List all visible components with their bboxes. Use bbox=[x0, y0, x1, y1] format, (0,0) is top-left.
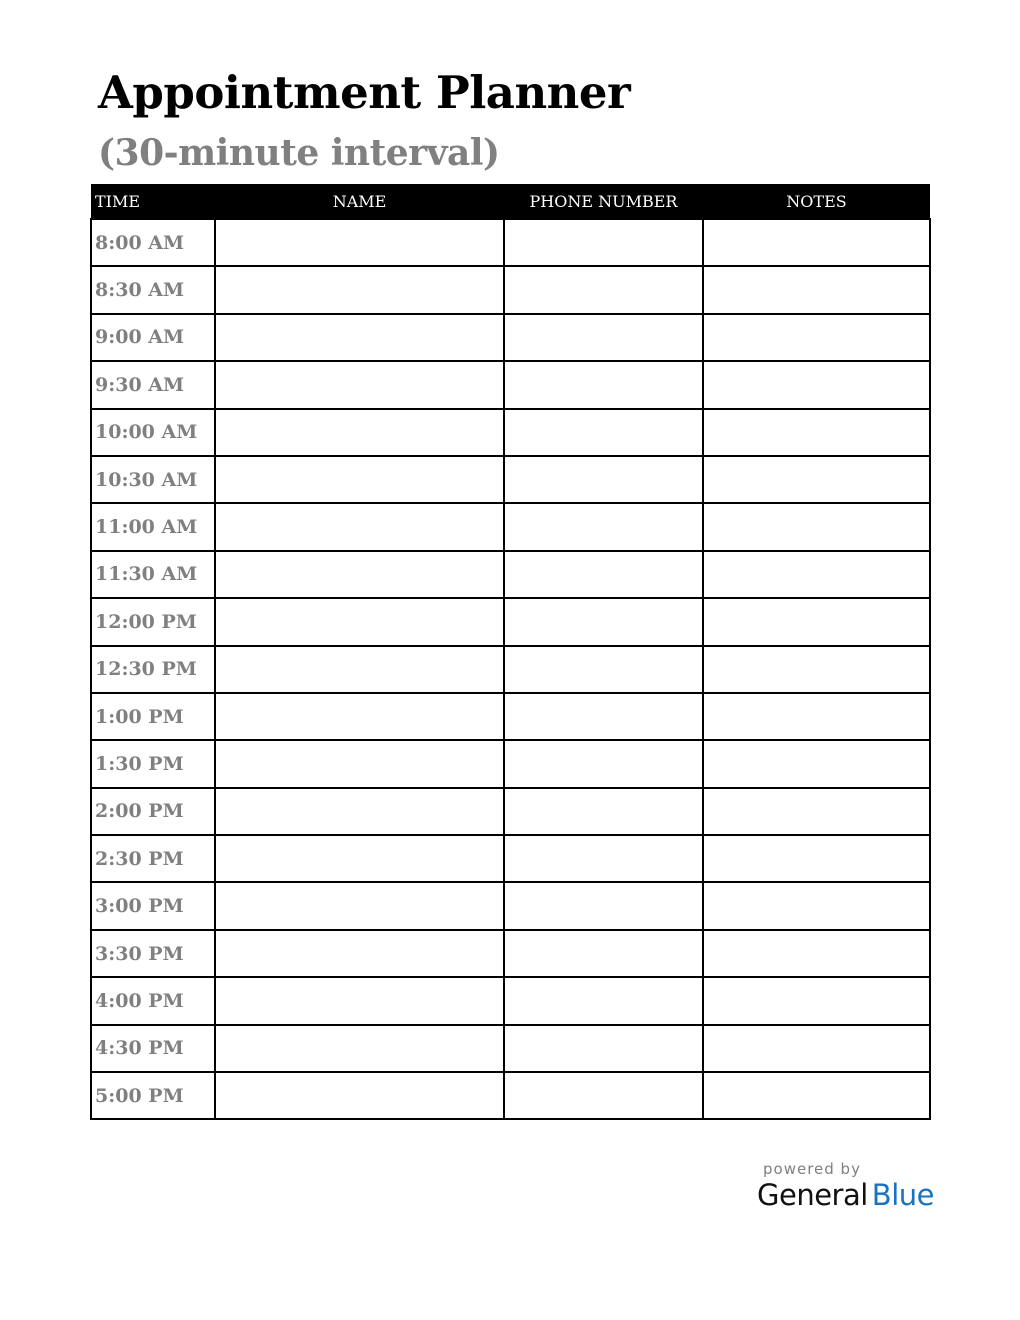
time-cell: 9:00 AM bbox=[91, 314, 215, 361]
name-cell[interactable] bbox=[215, 646, 504, 693]
phone-number-cell[interactable] bbox=[504, 598, 703, 645]
page-subtitle: (30-minute interval) bbox=[98, 132, 500, 174]
table-row bbox=[91, 1025, 930, 1072]
table-row bbox=[91, 882, 930, 929]
time-cell: 10:00 AM bbox=[91, 409, 215, 456]
time-cell: 4:30 PM bbox=[91, 1025, 215, 1072]
header-name: NAME bbox=[215, 184, 504, 219]
name-cell[interactable] bbox=[215, 409, 504, 456]
time-cell: 1:30 PM bbox=[91, 740, 215, 787]
notes-cell[interactable] bbox=[703, 835, 930, 882]
time-cell: 10:30 AM bbox=[91, 456, 215, 503]
name-cell[interactable] bbox=[215, 551, 504, 598]
phone-number-cell[interactable] bbox=[504, 409, 703, 456]
logo-general: General bbox=[757, 1178, 868, 1212]
notes-cell[interactable] bbox=[703, 503, 930, 550]
phone-number-cell[interactable] bbox=[504, 551, 703, 598]
phone-number-cell[interactable] bbox=[504, 882, 703, 929]
notes-cell[interactable] bbox=[703, 740, 930, 787]
name-cell[interactable] bbox=[215, 977, 504, 1024]
notes-cell[interactable] bbox=[703, 598, 930, 645]
notes-cell[interactable] bbox=[703, 882, 930, 929]
notes-cell[interactable] bbox=[703, 219, 930, 266]
generalblue-logo bbox=[757, 1178, 934, 1212]
page-title: Appointment Planner bbox=[98, 66, 631, 119]
notes-cell[interactable] bbox=[703, 409, 930, 456]
table-row bbox=[91, 835, 930, 882]
notes-cell[interactable] bbox=[703, 646, 930, 693]
notes-cell[interactable] bbox=[703, 551, 930, 598]
phone-number-cell[interactable] bbox=[504, 1072, 703, 1119]
name-cell[interactable] bbox=[215, 456, 504, 503]
phone-number-cell[interactable] bbox=[504, 646, 703, 693]
name-cell[interactable] bbox=[215, 598, 504, 645]
table-row bbox=[91, 551, 930, 598]
phone-number-cell[interactable] bbox=[504, 219, 703, 266]
table-row bbox=[91, 314, 930, 361]
name-cell[interactable] bbox=[215, 788, 504, 835]
table-row bbox=[91, 740, 930, 787]
notes-cell[interactable] bbox=[703, 266, 930, 313]
name-cell[interactable] bbox=[215, 314, 504, 361]
phone-number-cell[interactable] bbox=[504, 1025, 703, 1072]
name-cell[interactable] bbox=[215, 835, 504, 882]
phone-number-cell[interactable] bbox=[504, 361, 703, 408]
table-row bbox=[91, 266, 930, 313]
table-row bbox=[91, 503, 930, 550]
name-cell[interactable] bbox=[215, 1025, 504, 1072]
time-cell: 3:30 PM bbox=[91, 930, 215, 977]
time-cell: 8:30 AM bbox=[91, 266, 215, 313]
phone-number-cell[interactable] bbox=[504, 314, 703, 361]
name-cell[interactable] bbox=[215, 882, 504, 929]
time-cell: 2:30 PM bbox=[91, 835, 215, 882]
table-row bbox=[91, 693, 930, 740]
phone-number-cell[interactable] bbox=[504, 977, 703, 1024]
phone-number-cell[interactable] bbox=[504, 503, 703, 550]
appointment-table bbox=[90, 184, 931, 1120]
name-cell[interactable] bbox=[215, 1072, 504, 1119]
name-cell[interactable] bbox=[215, 219, 504, 266]
phone-number-cell[interactable] bbox=[504, 693, 703, 740]
time-cell: 12:30 PM bbox=[91, 646, 215, 693]
phone-number-cell[interactable] bbox=[504, 456, 703, 503]
table-header-row bbox=[91, 184, 930, 219]
table-row bbox=[91, 930, 930, 977]
table-row bbox=[91, 598, 930, 645]
name-cell[interactable] bbox=[215, 266, 504, 313]
table-row bbox=[91, 361, 930, 408]
name-cell[interactable] bbox=[215, 361, 504, 408]
notes-cell[interactable] bbox=[703, 1025, 930, 1072]
phone-number-cell[interactable] bbox=[504, 266, 703, 313]
time-cell: 9:30 AM bbox=[91, 361, 215, 408]
notes-cell[interactable] bbox=[703, 693, 930, 740]
phone-number-cell[interactable] bbox=[504, 740, 703, 787]
notes-cell[interactable] bbox=[703, 977, 930, 1024]
phone-number-cell[interactable] bbox=[504, 835, 703, 882]
notes-cell[interactable] bbox=[703, 456, 930, 503]
logo-blue: Blue bbox=[871, 1178, 934, 1212]
time-cell: 12:00 PM bbox=[91, 598, 215, 645]
notes-cell[interactable] bbox=[703, 1072, 930, 1119]
header-notes: NOTES bbox=[703, 184, 930, 219]
time-cell: 2:00 PM bbox=[91, 788, 215, 835]
table-row bbox=[91, 219, 930, 266]
table-row bbox=[91, 456, 930, 503]
table-row bbox=[91, 1072, 930, 1119]
name-cell[interactable] bbox=[215, 930, 504, 977]
powered-by-text: powered by bbox=[763, 1160, 861, 1178]
name-cell[interactable] bbox=[215, 693, 504, 740]
time-cell: 4:00 PM bbox=[91, 977, 215, 1024]
time-cell: 11:30 AM bbox=[91, 551, 215, 598]
header-time: TIME bbox=[91, 184, 215, 219]
time-cell: 5:00 PM bbox=[91, 1072, 215, 1119]
notes-cell[interactable] bbox=[703, 788, 930, 835]
phone-number-cell[interactable] bbox=[504, 930, 703, 977]
notes-cell[interactable] bbox=[703, 930, 930, 977]
phone-number-cell[interactable] bbox=[504, 788, 703, 835]
table-row bbox=[91, 977, 930, 1024]
time-cell: 3:00 PM bbox=[91, 882, 215, 929]
time-cell: 1:00 PM bbox=[91, 693, 215, 740]
time-cell: 11:00 AM bbox=[91, 503, 215, 550]
table-row bbox=[91, 788, 930, 835]
notes-cell[interactable] bbox=[703, 361, 930, 408]
time-cell: 8:00 AM bbox=[91, 219, 215, 266]
table-row bbox=[91, 409, 930, 456]
header-phone-number: PHONE NUMBER bbox=[504, 184, 703, 219]
name-cell[interactable] bbox=[215, 503, 504, 550]
notes-cell[interactable] bbox=[703, 314, 930, 361]
table-row bbox=[91, 646, 930, 693]
name-cell[interactable] bbox=[215, 740, 504, 787]
